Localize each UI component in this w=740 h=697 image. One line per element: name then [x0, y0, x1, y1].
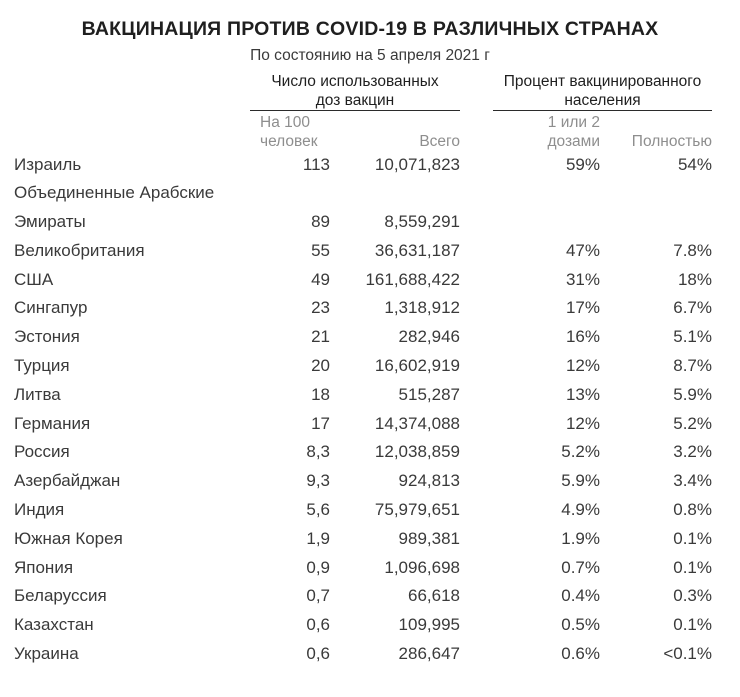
dose12-value: 5.2% — [561, 442, 600, 462]
total-value: 16,602,919 — [374, 356, 460, 376]
table-row — [14, 323, 712, 352]
group-header-doses-line1: Число использованных — [271, 73, 439, 90]
total-value: 1,318,912 — [384, 298, 460, 318]
table-row — [14, 294, 712, 323]
dose12-value: 12% — [565, 356, 600, 376]
per100-value: 9,3 — [306, 471, 330, 491]
column-gap — [460, 582, 493, 611]
group-header-percent-line2: населения — [564, 92, 641, 109]
fully-value: 3.2% — [673, 442, 712, 462]
per100-value: 18 — [311, 384, 330, 404]
column-gap — [460, 323, 493, 352]
column-gap — [460, 611, 493, 640]
group-header-doses-line2: доз вакцин — [315, 92, 395, 109]
per100-value: 0,7 — [306, 586, 330, 606]
dose12-value — [493, 179, 600, 237]
dose12-value: 0.4% — [561, 586, 600, 606]
per100-value: 113 — [302, 154, 330, 174]
total-value: 989,381 — [398, 528, 460, 548]
dose12-value: 13% — [565, 384, 600, 404]
column-gap — [460, 438, 493, 467]
dose12-value: 59% — [565, 154, 600, 174]
table-row — [14, 410, 712, 439]
dose12-value: 5.9% — [561, 471, 600, 491]
country-name: Япония — [14, 557, 74, 577]
per100-value: 1,9 — [306, 528, 330, 548]
table-row — [14, 611, 712, 640]
table-row — [14, 496, 712, 525]
total-value: 75,979,651 — [374, 500, 460, 520]
per100-value: 5,6 — [306, 500, 330, 520]
table-row — [14, 179, 712, 237]
table-row — [14, 151, 712, 180]
total-value: 1,096,698 — [384, 557, 460, 577]
column-gap — [460, 467, 493, 496]
fully-value: 0.3% — [673, 586, 712, 606]
table-row — [14, 237, 712, 266]
fully-value: 0.1% — [673, 615, 712, 635]
column-gap — [460, 410, 493, 439]
dose12-value: 4.9% — [561, 500, 600, 520]
country-name: Объединенные Арабские Эмираты — [14, 183, 215, 232]
column-gap — [460, 72, 493, 111]
table-row — [14, 640, 712, 669]
fully-value: 5.1% — [673, 327, 712, 347]
vaccination-table — [14, 72, 712, 669]
per100-value: 55 — [311, 240, 330, 260]
per100-value: 23 — [311, 298, 330, 318]
column-gap — [460, 640, 493, 669]
table-body — [14, 151, 712, 669]
column-header-dose12 — [493, 111, 600, 151]
dose12-value: 12% — [565, 413, 600, 433]
page-title: ВАКЦИНАЦИЯ ПРОТИВ COVID-19 В РАЗЛИЧНЫХ СТРАНАХ — [81, 18, 659, 40]
dose12-value: 0.6% — [561, 644, 600, 664]
fully-value: 0.1% — [673, 557, 712, 577]
total-value: 924,813 — [398, 471, 460, 491]
country-name: Великобритания — [14, 240, 145, 260]
per100-value: 0,6 — [306, 615, 330, 635]
column-header-per100-line1: На 100 — [260, 113, 310, 131]
per100-value: 0,6 — [306, 644, 330, 664]
dose12-value: 1.9% — [561, 528, 600, 548]
country-name: Эстония — [14, 327, 80, 347]
column-header-row — [14, 111, 712, 151]
total-value: 36,631,187 — [374, 240, 460, 260]
country-name: Казахстан — [14, 615, 94, 635]
column-gap — [460, 179, 493, 237]
country-name: Южная Корея — [14, 528, 123, 548]
fully-value: <0.1% — [663, 644, 712, 664]
table-row — [14, 266, 712, 295]
country-name: США — [14, 269, 54, 289]
column-header-fully — [600, 111, 712, 151]
country-name: Россия — [14, 442, 70, 462]
column-header-per100-line2: человек — [260, 132, 318, 150]
column-header-per100 — [250, 111, 330, 151]
total-value: 66,618 — [408, 586, 460, 606]
table-row — [14, 352, 712, 381]
column-header-dose12-line2: дозами — [547, 132, 600, 150]
country-name: Сингапур — [14, 298, 88, 318]
per100-value: 8,3 — [306, 442, 330, 462]
total-value: 14,374,088 — [374, 413, 460, 433]
fully-value: 54% — [677, 154, 712, 174]
group-header-percent-line1: Процент вакцинированного — [503, 73, 702, 90]
per100-value: 17 — [311, 413, 330, 433]
total-value: 161,688,422 — [365, 269, 460, 289]
column-gap — [460, 266, 493, 295]
total-value: 286,647 — [398, 644, 460, 664]
table-row — [14, 438, 712, 467]
country-name: Израиль — [14, 154, 82, 174]
per100-value: 21 — [311, 327, 330, 347]
table-row — [14, 582, 712, 611]
group-header-row — [14, 72, 712, 111]
column-gap — [460, 525, 493, 554]
column-gap — [460, 151, 493, 180]
table-row — [14, 525, 712, 554]
dose12-value: 0.7% — [561, 557, 600, 577]
dose12-value: 31% — [565, 269, 600, 289]
vaccination-table-page — [0, 17, 740, 697]
group-header-percent — [493, 72, 712, 111]
table-row — [14, 467, 712, 496]
column-gap — [460, 111, 493, 151]
fully-value: 7.8% — [673, 240, 712, 260]
table-row — [14, 381, 712, 410]
dose12-value: 47% — [565, 240, 600, 260]
empty-corner-cell — [14, 72, 250, 111]
fully-value: 5.2% — [673, 413, 712, 433]
per100-value: 49 — [311, 269, 330, 289]
column-gap — [460, 352, 493, 381]
per100-value: 20 — [311, 356, 330, 376]
total-value: 8,559,291 — [384, 212, 460, 232]
column-header-total-label: Всего — [419, 132, 460, 150]
column-gap — [460, 381, 493, 410]
column-header-dose12-line1: 1 или 2 — [547, 113, 600, 131]
total-value: 10,071,823 — [374, 154, 460, 174]
dose12-value: 16% — [565, 327, 600, 347]
total-value: 282,946 — [398, 327, 460, 347]
column-gap — [460, 554, 493, 583]
country-name: Литва — [14, 384, 61, 404]
total-value: 12,038,859 — [374, 442, 460, 462]
fully-value: 0.8% — [673, 500, 712, 520]
total-value: 109,995 — [398, 615, 460, 635]
country-name: Германия — [14, 413, 91, 433]
fully-value: 18% — [677, 269, 712, 289]
fully-value: 0.1% — [673, 528, 712, 548]
fully-value: 8.7% — [673, 356, 712, 376]
fully-value — [600, 179, 712, 237]
column-gap — [460, 294, 493, 323]
total-value: 515,287 — [398, 384, 460, 404]
country-name: Азербайджан — [14, 471, 121, 491]
country-name: Турция — [14, 356, 70, 376]
column-gap — [460, 237, 493, 266]
empty-corner-cell — [14, 111, 250, 151]
per100-value: 89 — [311, 212, 330, 232]
table-row — [14, 554, 712, 583]
group-header-doses — [250, 72, 460, 111]
column-header-total — [330, 111, 460, 151]
country-name: Беларуссия — [14, 586, 107, 606]
per100-value: 0,9 — [306, 557, 330, 577]
country-name: Индия — [14, 500, 65, 520]
column-gap — [460, 496, 493, 525]
fully-value: 3.4% — [673, 471, 712, 491]
country-name: Украина — [14, 644, 79, 664]
page-subtitle: По состоянию на 5 апреля 2021 г — [250, 47, 490, 64]
dose12-value: 17% — [565, 298, 600, 318]
column-header-fully-label: Полностью — [631, 132, 712, 150]
fully-value: 5.9% — [673, 384, 712, 404]
fully-value: 6.7% — [673, 298, 712, 318]
dose12-value: 0.5% — [561, 615, 600, 635]
